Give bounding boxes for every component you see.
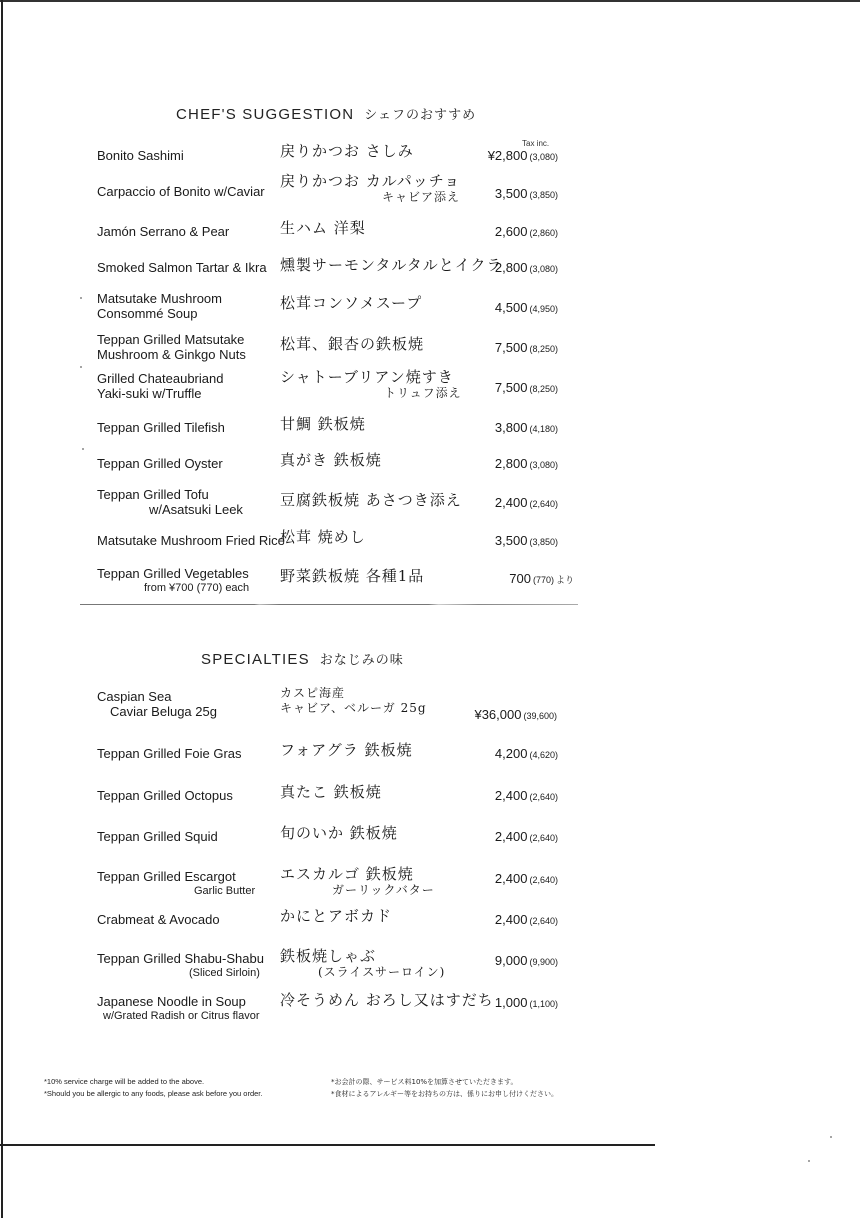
menu-item-price <box>470 456 558 471</box>
price-value: 2,400 <box>494 788 528 803</box>
menu-item-name-jp-line: 甘鯛 鉄板焼 <box>280 415 366 433</box>
menu-item-name-en-line: Bonito Sashimi <box>97 148 184 163</box>
scan-border-bottom <box>0 1144 655 1146</box>
menu-item-name-jp <box>280 294 422 312</box>
menu-item-name-jp-line: シャトーブリアン焼すき <box>280 368 454 386</box>
footnote-allergy: *Should you be allergic to any foods, please ask before you order. <box>44 1089 263 1098</box>
menu-item-name-en-line: Teppan Grilled Shabu-Shabu <box>97 951 264 966</box>
menu-item-name-en-line: Jamón Serrano & Pear <box>97 224 230 239</box>
menu-item-name-en-line: Caspian Sea <box>97 689 172 704</box>
menu-item-name-en <box>97 420 225 435</box>
menu-item-name-en-line: Teppan Grilled Octopus <box>97 788 233 803</box>
menu-item-name-en <box>97 371 223 401</box>
menu-item-name-en <box>97 456 223 471</box>
menu-item-name-en-line: Garlic Butter <box>194 885 256 897</box>
scan-border-top <box>0 0 860 2</box>
menu-item-name-en-line: Japanese Noodle in Soup <box>97 994 246 1009</box>
price-value: ¥2,800 <box>487 148 528 163</box>
menu-item-name-en-line: Caviar Beluga 25g <box>110 704 217 719</box>
tax-included-note: Tax inc. <box>522 139 550 148</box>
menu-item-name-en <box>97 224 229 239</box>
menu-item-name-en-line: Teppan Grilled Tofu <box>97 487 209 502</box>
price-tax-included: (4,180) <box>529 424 558 434</box>
scan-speck <box>80 297 82 299</box>
price-tax-included: (9,900) <box>529 957 558 967</box>
menu-item-name-jp-line: 真たこ 鉄板焼 <box>280 783 382 801</box>
section-title-jp: シェフのおすすめ <box>364 108 477 123</box>
price-tax-included: (3,080) <box>529 460 558 470</box>
menu-item-price <box>470 995 558 1010</box>
menu-item-name-jp-line: (スライスサーロイン) <box>318 965 446 979</box>
price-value: 4,500 <box>494 300 528 315</box>
menu-item-name-jp-line: 戻りかつお さしみ <box>280 142 414 160</box>
price-value: 4,200 <box>494 746 528 761</box>
menu-item-name-jp-line: 冷そうめん おろし又はすだち <box>280 991 494 1009</box>
menu-item-name-jp <box>280 824 398 842</box>
menu-item-name-jp-line: 松茸コンソメスープ <box>280 294 423 312</box>
menu-item-name-en-line: Teppan Grilled Matsutake <box>97 332 245 347</box>
menu-item-name-en-line: Mushroom & Ginkgo Nuts <box>97 347 246 362</box>
price-tax-included: (3,080) <box>529 264 558 274</box>
menu-item-name-en <box>97 184 265 199</box>
menu-item-name-jp-line: 燻製サーモンタルタルとイクラ <box>280 256 503 274</box>
menu-item-name-jp <box>280 219 366 237</box>
menu-item-name-jp-line: 生ハム 洋梨 <box>280 219 366 237</box>
menu-item-name-jp <box>280 368 462 401</box>
price-tax-included: (2,640) <box>529 916 558 926</box>
menu-item-name-en-line: Teppan Grilled Vegetables <box>97 566 249 581</box>
menu-item-name-en <box>97 487 243 517</box>
price-tax-included: (2,640) <box>529 875 558 885</box>
menu-item-name-en <box>97 912 220 927</box>
menu-item-name-en <box>97 689 217 719</box>
footnote-allergy-jp: *食材によるアレルギー等をお持ちの方は、係りにお申し付けください。 <box>331 1090 559 1098</box>
section-title-chef-suggestion <box>176 104 476 123</box>
menu-item-price <box>470 260 558 275</box>
menu-item-name-jp-line: 真がき 鉄板焼 <box>280 451 382 469</box>
menu-item-name-en-line: Teppan Grilled Oyster <box>97 456 223 471</box>
price-value: 2,600 <box>494 224 528 239</box>
menu-item-name-en-line: Carpaccio of Bonito w/Caviar <box>97 184 265 199</box>
section-title-specialties <box>201 649 404 668</box>
price-value: 9,000 <box>494 953 528 968</box>
footnote-service-charge-jp: *お会計の際、サービス料10%を加算させていただきます。 <box>331 1078 518 1086</box>
price-tax-included: (39,600) <box>523 711 557 721</box>
menu-item-name-jp-line: ガーリックバター <box>332 883 435 897</box>
menu-item-name-en-line: Yaki-suki w/Truffle <box>97 386 202 401</box>
menu-item-name-en-line: w/Grated Radish or Citrus flavor <box>103 1010 260 1022</box>
menu-item-price <box>470 871 558 886</box>
menu-item-name-jp <box>280 947 445 980</box>
menu-item-name-en-line: Matsutake Mushroom <box>97 291 222 306</box>
price-value: 2,800 <box>494 456 528 471</box>
section-title-en: SPECIALTIES <box>201 651 310 668</box>
menu-item-name-en <box>97 260 267 275</box>
menu-item-name-jp-line: フォアグラ 鉄板焼 <box>280 741 413 759</box>
price-tax-included: (8,250) <box>529 344 558 354</box>
menu-item-name-en-line: Teppan Grilled Escargot <box>97 869 236 884</box>
menu-item-name-jp <box>280 907 392 925</box>
footnotes-jp <box>331 1076 558 1100</box>
menu-item-name-jp-line: 野菜鉄板焼 各種1品 <box>280 567 425 585</box>
price-value: 2,400 <box>494 495 528 510</box>
menu-item-name-jp <box>280 451 382 469</box>
price-tax-included: (3,080) <box>529 152 558 162</box>
price-value: 2,400 <box>494 871 528 886</box>
menu-item-name-en-line: (Sliced Sirloin) <box>189 967 260 979</box>
menu-item-price <box>470 746 558 761</box>
menu-item-price <box>470 707 557 722</box>
menu-item-price <box>470 224 558 239</box>
menu-item-price <box>470 912 558 927</box>
menu-item-price <box>470 420 558 435</box>
menu-item-price <box>470 186 558 201</box>
menu-item-name-jp <box>280 172 460 205</box>
price-value: 3,800 <box>494 420 528 435</box>
menu-item-name-jp <box>280 491 462 509</box>
menu-item-name-en-line: Crabmeat & Avocado <box>97 912 220 927</box>
menu-item-price <box>470 380 558 395</box>
price-tax-included: (2,640) <box>529 833 558 843</box>
menu-item-name-jp <box>280 991 494 1009</box>
menu-item-name-en <box>97 533 285 548</box>
menu-item-name-en <box>97 829 218 844</box>
menu-item-name-jp-line: キャビア、ベルーガ 25g <box>280 701 427 715</box>
menu-item-name-en-line: Consommé Soup <box>97 306 198 321</box>
price-value: ¥36,000 <box>474 707 522 722</box>
menu-item-name-en <box>97 746 242 761</box>
price-value: 3,500 <box>494 533 528 548</box>
price-value: 3,500 <box>494 186 528 201</box>
price-value: 7,500 <box>494 340 528 355</box>
price-tax-included: (4,620) <box>529 750 558 760</box>
menu-item-name-en-line: from ¥700 (770) each <box>144 582 250 594</box>
menu-item-name-jp <box>280 686 427 716</box>
menu-item-price <box>470 953 558 968</box>
menu-item-name-en-line: Grilled Chateaubriand <box>97 371 224 386</box>
price-tax-included: (4,950) <box>529 304 558 314</box>
menu-item-name-jp <box>280 415 366 433</box>
menu-item-price <box>470 533 558 548</box>
menu-item-name-jp-line: 松茸 焼めし <box>280 528 366 546</box>
footnote-service-charge: *10% service charge will be added to the above. <box>44 1077 205 1086</box>
menu-item-name-en <box>97 788 233 803</box>
scan-speck <box>808 1160 810 1162</box>
price-tax-included: (2,860) <box>529 228 558 238</box>
price-tax-included: (3,850) <box>529 190 558 200</box>
menu-item-price <box>470 340 558 355</box>
menu-item-price <box>470 788 558 803</box>
scan-speck <box>830 1136 832 1138</box>
price-tax-included: (8,250) <box>529 384 558 394</box>
menu-item-name-jp-line: 鉄板焼しゃぶ <box>280 947 377 965</box>
menu-item-name-jp-line: カスピ海産 <box>280 686 346 700</box>
menu-item-name-en <box>97 332 246 362</box>
menu-item-price <box>470 300 558 315</box>
price-value: 7,500 <box>494 380 528 395</box>
price-tax-included: (2,640) <box>529 792 558 802</box>
price-tax-included: (770) <box>532 575 554 585</box>
price-value: 2,800 <box>494 260 528 275</box>
section-title-jp: おなじみの味 <box>319 653 404 668</box>
menu-item-name-jp-line: 戻りかつお カルパッチョ <box>280 172 461 190</box>
menu-item-name-en-line: Teppan Grilled Foie Gras <box>97 746 242 761</box>
menu-item-name-jp <box>280 567 424 585</box>
scan-speck <box>82 448 84 450</box>
menu-item-name-jp <box>280 741 413 759</box>
menu-item-name-jp-line: キャビア添え <box>382 190 461 204</box>
footnotes-en <box>44 1076 262 1100</box>
price-value: 2,400 <box>494 912 528 927</box>
price-value: 2,400 <box>494 829 528 844</box>
menu-item-name-jp <box>280 865 435 898</box>
menu-item-name-jp-line: かにとアボカド <box>280 907 393 925</box>
menu-item-name-en-line: Teppan Grilled Squid <box>97 829 218 844</box>
menu-item-name-jp-line: トリュフ添え <box>384 386 462 400</box>
menu-item-name-en-line: Matsutake Mushroom Fried Rice <box>97 533 285 548</box>
price-value: 700 <box>509 571 531 586</box>
section-title-en: CHEF'S SUGGESTION <box>176 106 355 123</box>
menu-item-name-jp <box>280 142 414 160</box>
menu-item-name-jp-line: 松茸、銀杏の鉄板焼 <box>280 335 425 353</box>
menu-item-name-jp <box>280 783 382 801</box>
menu-item-name-en <box>97 951 264 981</box>
price-tax-included: (2,640) <box>529 499 558 509</box>
scan-border-left <box>1 0 3 1218</box>
menu-item-name-en <box>97 566 249 596</box>
menu-item-name-en-line: Smoked Salmon Tartar & Ikra <box>97 260 267 275</box>
menu-item-name-en <box>97 994 260 1024</box>
menu-item-name-jp-line: 旬のいか 鉄板焼 <box>280 824 398 842</box>
menu-item-name-jp <box>280 528 366 546</box>
menu-item-price <box>470 495 558 510</box>
menu-item-name-en <box>97 291 222 321</box>
menu-item-name-en-line: Teppan Grilled Tilefish <box>97 420 225 435</box>
price-tax-included: (3,850) <box>529 537 558 547</box>
section-divider <box>80 604 578 605</box>
menu-item-price <box>470 571 574 586</box>
price-suffix: より <box>555 575 574 585</box>
menu-item-name-jp-line: エスカルゴ 鉄板焼 <box>280 865 414 883</box>
price-tax-included: (1,100) <box>529 999 558 1009</box>
menu-item-name-en-line: w/Asatsuki Leek <box>149 502 243 517</box>
menu-item-name-en <box>97 148 184 163</box>
scan-speck <box>80 366 82 368</box>
menu-item-name-jp <box>280 335 424 353</box>
menu-item-price <box>470 148 558 163</box>
menu-item-name-en <box>97 869 255 899</box>
menu-item-price <box>470 829 558 844</box>
menu-item-name-jp-line: 豆腐鉄板焼 あさつき添え <box>280 491 462 509</box>
price-value: 1,000 <box>494 995 528 1010</box>
